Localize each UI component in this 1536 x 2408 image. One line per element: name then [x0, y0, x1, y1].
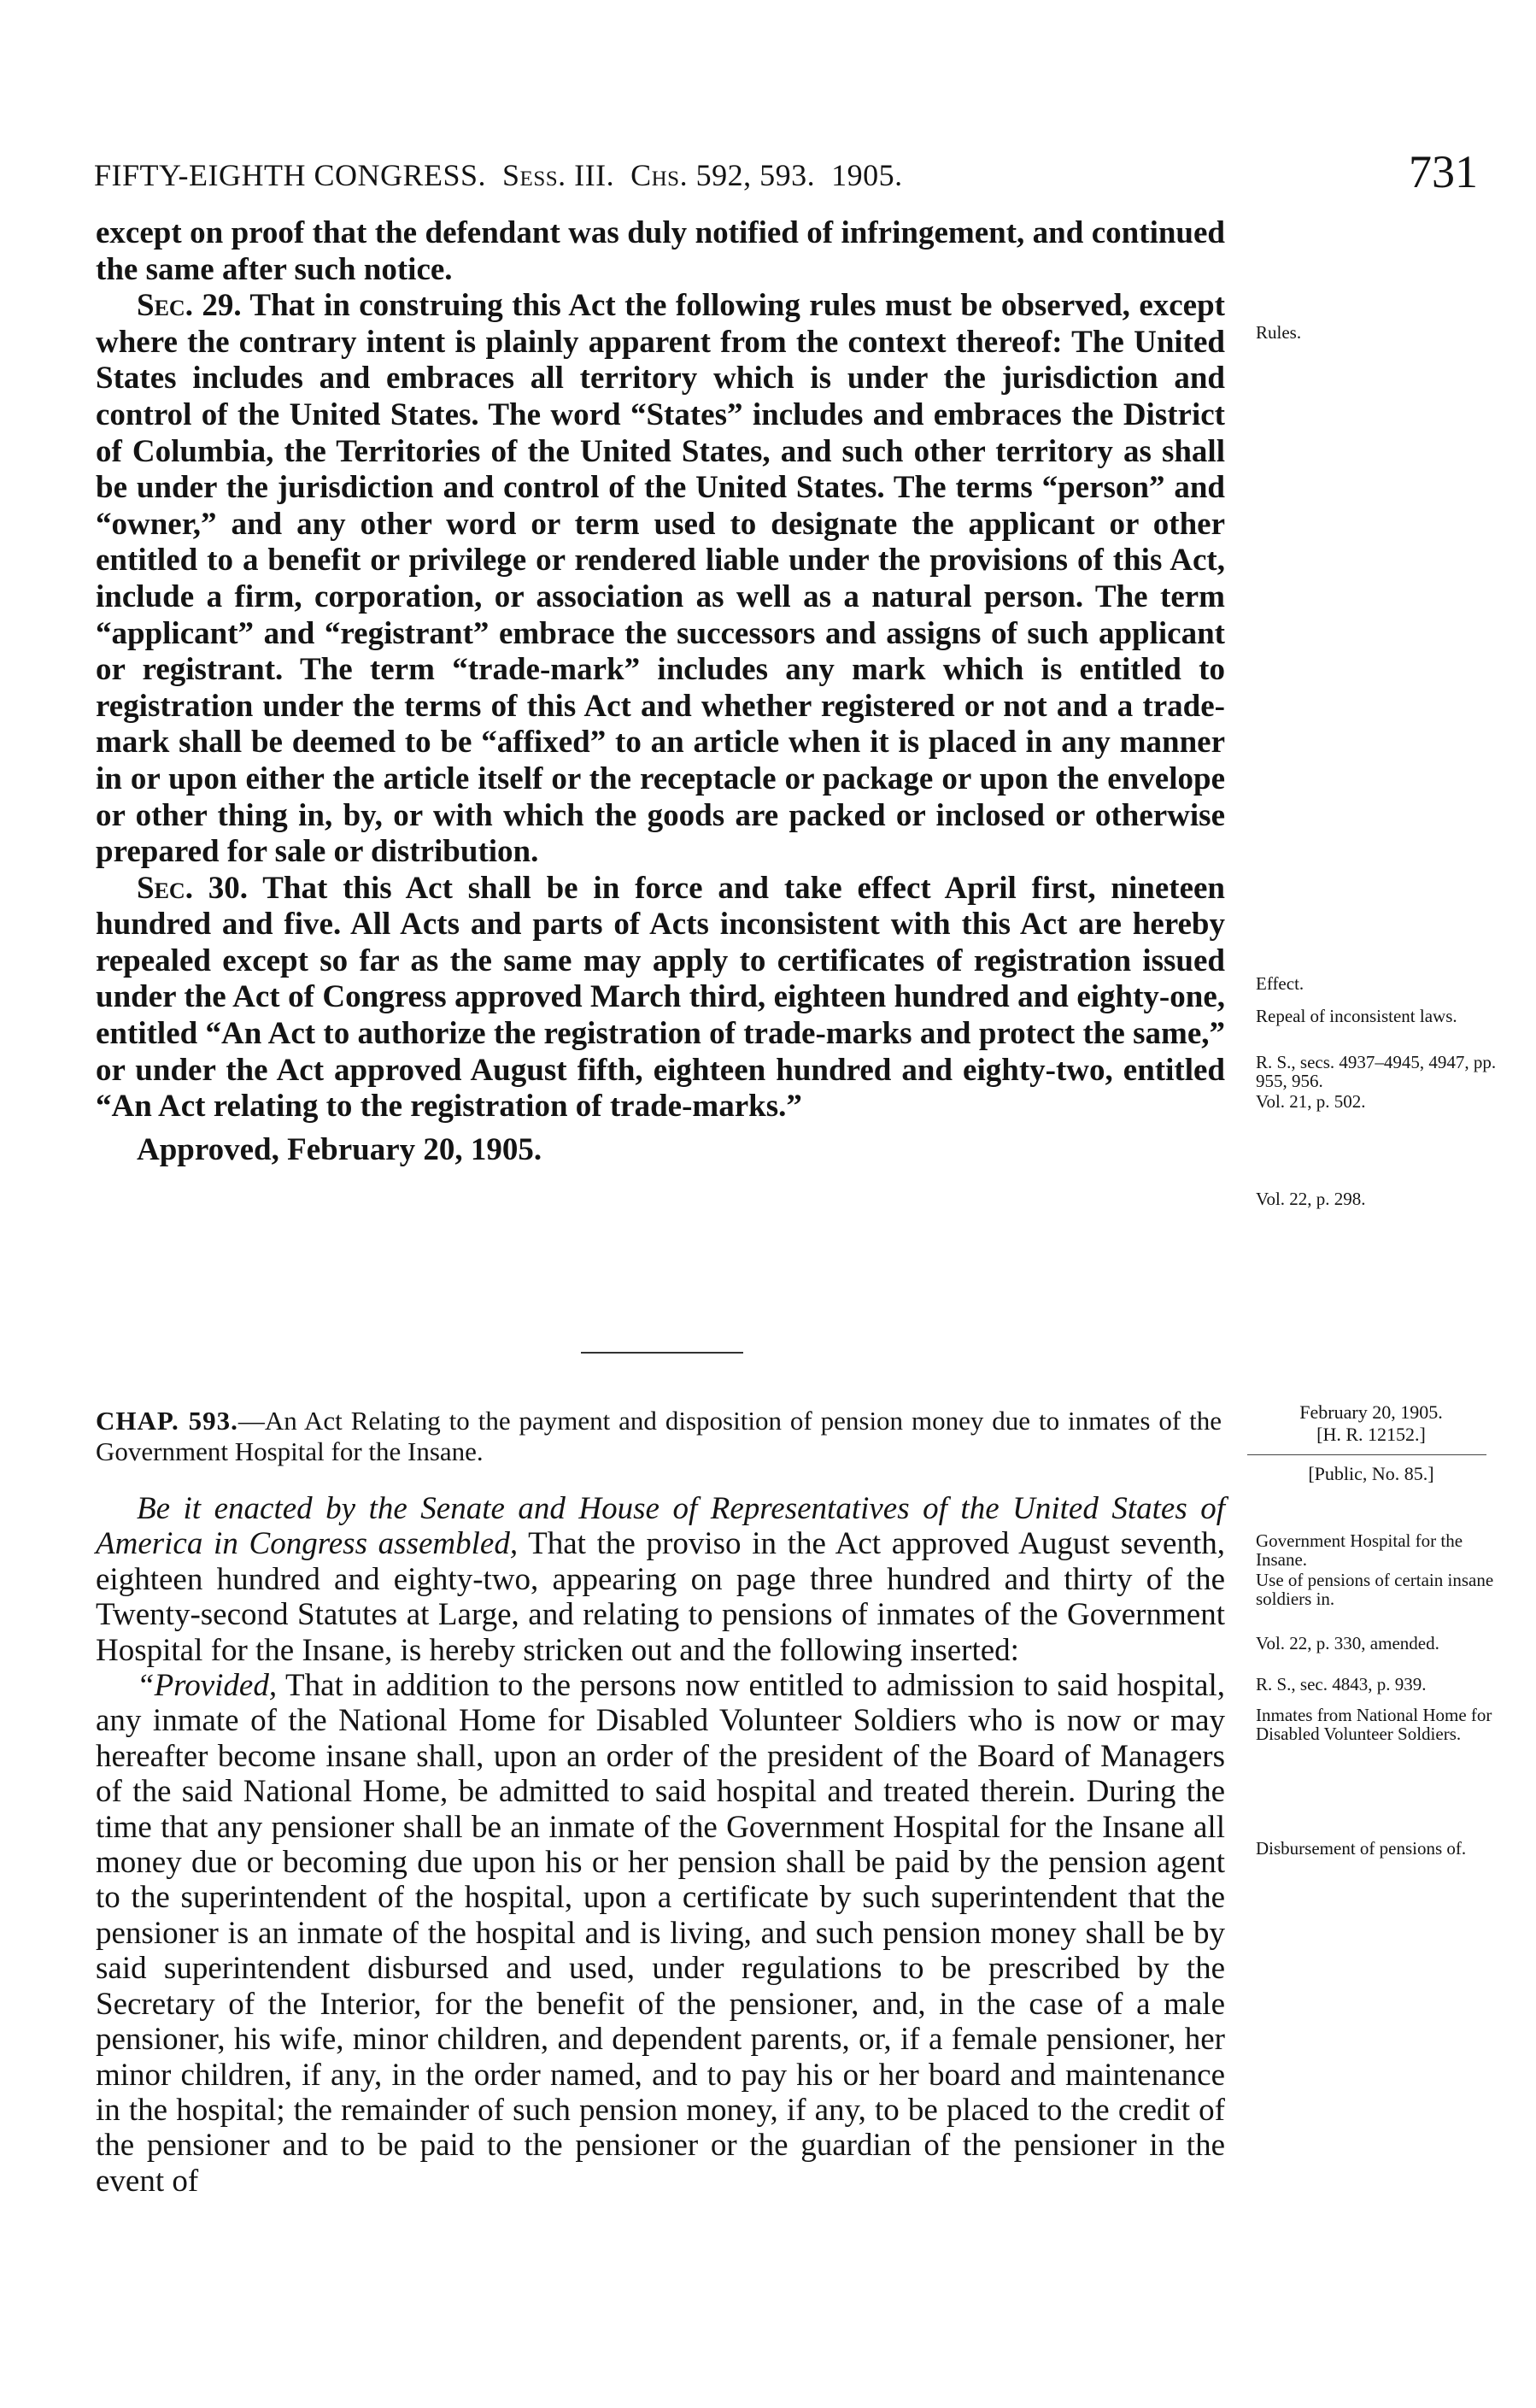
enacting-clause: Be it enacted by the Senate and House of Representatives of the United States of America in Congress assembled, — [96, 1491, 1225, 1562]
margin-note-vol22: Vol. 22, p. 298. — [1256, 1189, 1366, 1209]
proviso-paragraph — [96, 1668, 1225, 2199]
margin-note-inmates: Inmates from National Home for Disabled Volunteer Soldiers. — [1256, 1705, 1492, 1744]
chapter-heading — [96, 1406, 1222, 1467]
section-29-block — [96, 215, 1225, 1168]
approved-line: Approved, February 20, 1905. — [137, 1131, 542, 1167]
running-header — [94, 145, 1478, 205]
chapter-divider — [581, 1352, 743, 1354]
margin-note-disbursement: Disbursement of pensions of. — [1256, 1838, 1467, 1859]
date-block-rule — [1247, 1454, 1486, 1455]
section-29-label: Sec. 29. — [137, 288, 242, 324]
proviso-text: That in addition to the persons now entitled to admission to said hospital, any inmate of the National Home for Disabled Volunteer Soldiers who is now or may hereafter become insane shall, upon an order of the president of the Board of Managers of the said National Home, be admitted to said hospital and treated therein. During the time that any pensioner shall be an inmate of the Government Hospital for the Insane all money due or becoming due upon his or her pension shall be paid by the pension agent to the superintendent of the hospital, upon a certificate by such superintendent that the pensioner is an inmate of the hospital and is living, and such pension money shall be by said superintendent disbursed and used, under regulations to be prescribed by the Secretary of the Interior, for the benefit of the pensioner, and, in the case of a male pensioner, his wife, minor children, and dependent parents, or, if a female pensioner, her minor children, if any, in the order named, and to pay his or her board and maintenance in the hospital; the remainder of such pension money, if any, to be placed to the credit of the pensioner and to be paid to the pensioner or the guardian of the pensioner in the event of — [96, 1668, 1225, 2199]
margin-note-rs-4843: R. S., sec. 4843, p. 939. — [1256, 1674, 1427, 1694]
enacting-paragraph — [96, 1491, 1225, 1668]
chapter-label: CHAP. 593. — [96, 1406, 238, 1436]
margin-note-rs-ref: R. S., secs. 4937–4945, 4947, pp. 955, 956. — [1256, 1052, 1497, 1091]
margin-note-rules: Rules. — [1256, 322, 1302, 343]
body-main-text: That the proviso in the Act approved August seventh, eighteen hundred and eighty-two, appearing on page three hundred and thirty of the Twenty-second Statutes at Large, and relating to pensions of inmates of the Government Hospital for the Insane, is hereby stricken out and the following inserted: — [96, 1526, 1225, 1668]
provided-label: “Provided, — [137, 1668, 278, 1704]
margin-note-vol22-330: Vol. 22, p. 330, amended. — [1256, 1633, 1439, 1653]
section-30-text: That this Act shall be in force and take effect April first, nineteen hundred and five. All Acts and parts of Acts inconsistent with this Act are hereby repealed except so far as the same may apply to certificates of registration issued under the Act of Congress approved March third, eighteen hundred and eighty-one, entitled “An Act to authorize the registration of trade-marks and protect the same,” or under the Act approved August fifth, eighteen hundred and eighty-two, entitled “An Act relating to the registration of trade-marks.” — [96, 870, 1225, 1125]
margin-note-hospital: Government Hospital for the Insane. — [1256, 1530, 1463, 1570]
margin-note-repeal: Repeal of inconsistent laws. — [1256, 1006, 1457, 1026]
running-head: FIFTY-EIGHTH CONGRESS. Sess. III. Chs. 592, 593. 1905. — [94, 158, 903, 192]
chapter-593-body — [96, 1491, 1225, 2199]
bill-number: [H. R. 12152.] — [1316, 1424, 1426, 1445]
approval-date: February 20, 1905. — [1299, 1401, 1443, 1423]
section-30-label: Sec. 30. — [137, 870, 249, 906]
section-29 — [96, 288, 1225, 871]
margin-note-effect: Effect. — [1256, 973, 1304, 994]
public-law-number: [Public, No. 85.] — [1308, 1463, 1434, 1484]
margin-note-vol21: Vol. 21, p. 502. — [1256, 1091, 1366, 1112]
page-number: 731 — [1409, 146, 1478, 197]
section-30 — [96, 871, 1225, 1125]
margin-note-use-pensions: Use of pensions of certain insane soldiers in. — [1256, 1570, 1494, 1609]
continued-paragraph: except on proof that the defendant was duly notified of infringement, and continued the same after such notice. — [96, 215, 1225, 287]
chapter-title: —An Act Relating to the payment and disposition of pension money due to inmates of the Government Hospital for the Insane. — [96, 1406, 1222, 1466]
section-29-text: That in construing this Act the following rules must be observed, except where the contrary intent is plainly apparent from the context thereof: The United States includes and embraces all territory which is under the jurisdiction and control of the United States. The word “States” includes and embraces the District of Columbia, the Territories of the United States, and such other territory as shall be under the jurisdiction and control of the United States. The terms “person” and “owner,” and any other word or term used to designate the applicant or other entitled to a benefit or privilege or rendered liable under the provisions of this Act, include a firm, corporation, or association as well as a natural person. The term “applicant” and “registrant” embrace the successors and assigns of such applicant or registrant. The term “trade-mark” includes any mark which is entitled to registration under the terms of this Act and whether registered or not and a trade-mark shall be deemed to be “affixed” to an article when it is placed in any manner in or upon either the article itself or the receptacle or package or upon the envelope or other thing in, by, or with which the goods are packed or inclosed or otherwise prepared for sale or distribution. — [96, 288, 1225, 870]
